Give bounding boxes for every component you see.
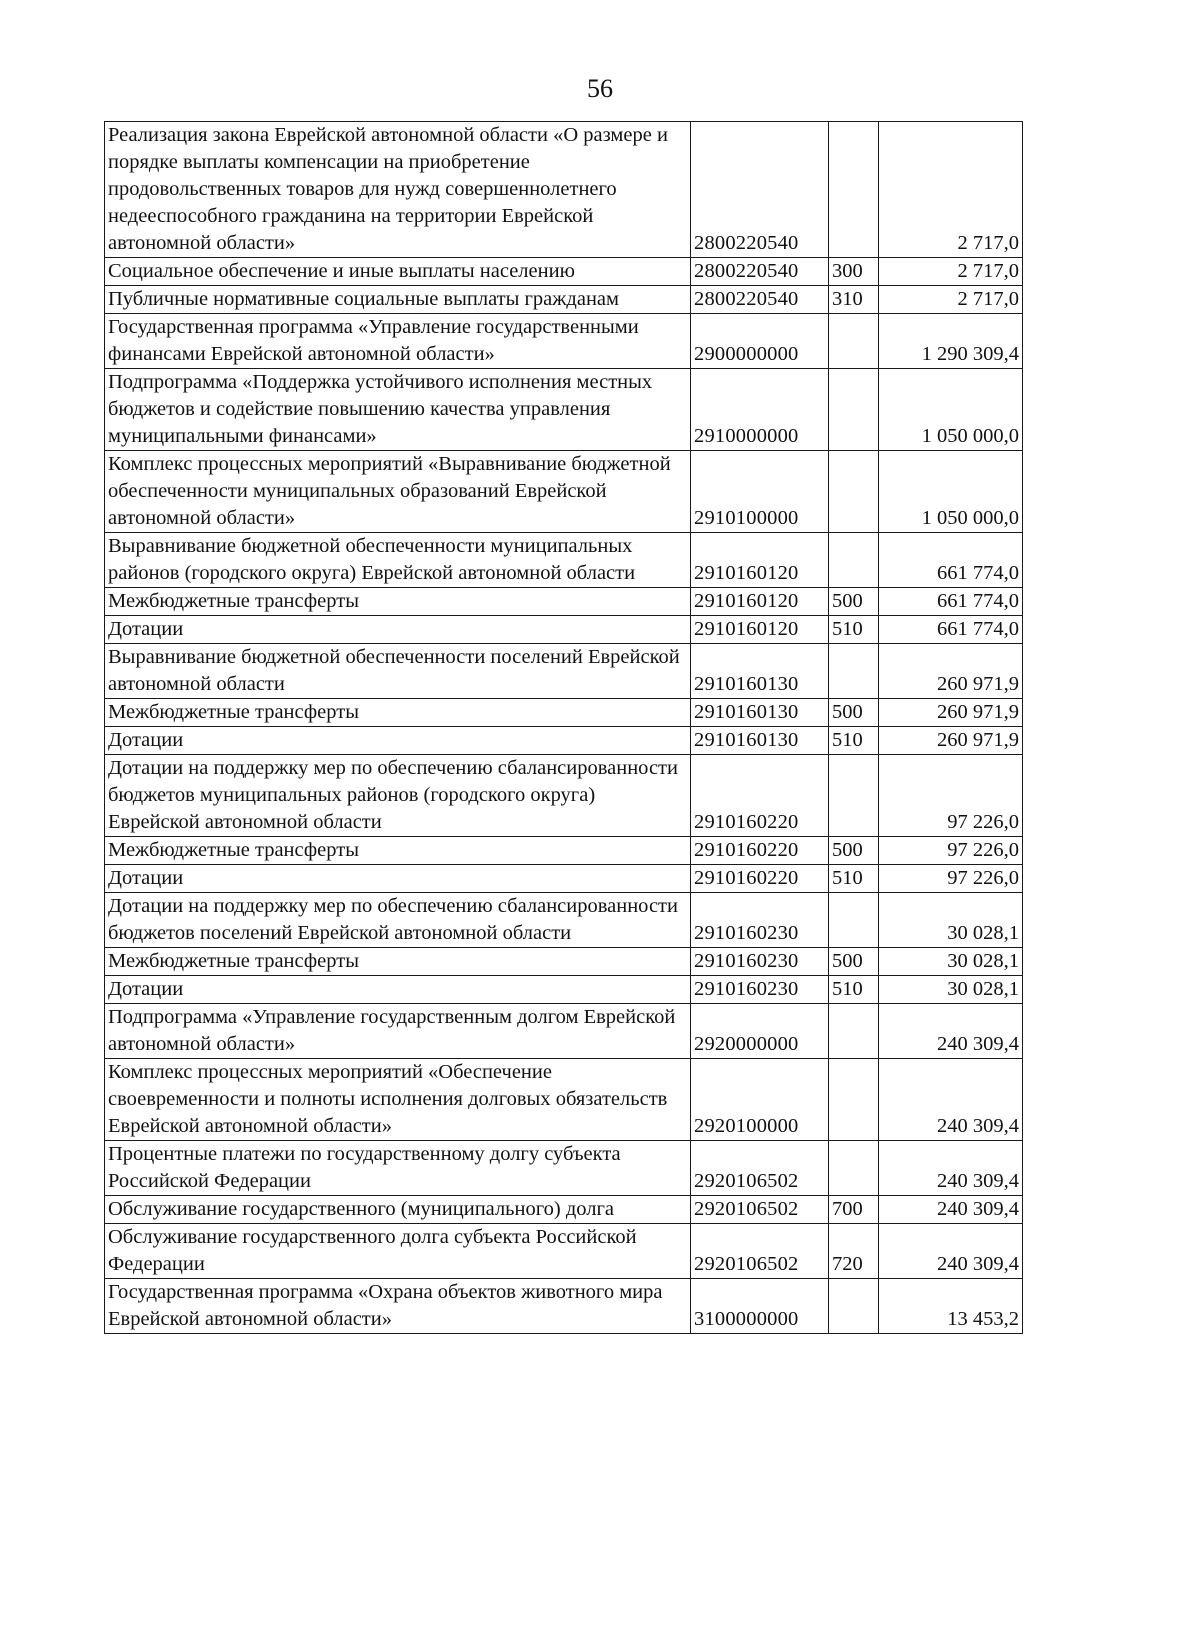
row-sum-cell: 240 309,4 [879,1196,1023,1224]
row-type-cell [829,893,879,948]
row-sum-cell: 661 774,0 [879,533,1023,588]
row-code-cell: 3100000000 [691,1279,829,1334]
table-row [105,1004,1023,1059]
table-row [105,1059,1023,1141]
row-type-cell: 510 [829,616,879,644]
row-code-cell: 2910100000 [691,451,829,533]
row-code-cell: 2910160130 [691,727,829,755]
table-row [105,314,1023,369]
budget-table-body [105,122,1023,1334]
row-code-cell: 2920106502 [691,1141,829,1196]
row-type-cell [829,122,879,258]
row-sum-cell: 1 050 000,0 [879,451,1023,533]
row-name-cell: Обслуживание государственного (муниципального) долга [105,1196,691,1224]
row-type-cell: 500 [829,948,879,976]
table-row [105,122,1023,258]
row-name-cell: Реализация закона Еврейской автономной области «О размере и порядке выплаты компенсации на приобретение продовольственных товаров для нужд совершеннолетнего недееспособного гражданина на территории Еврейской автономной области» [105,122,691,258]
row-name-cell: Выравнивание бюджетной обеспеченности муниципальных районов (городского округа) Еврейской автономной области [105,533,691,588]
table-row [105,948,1023,976]
table-row [105,1224,1023,1279]
table-row [105,1141,1023,1196]
row-sum-cell: 1 050 000,0 [879,369,1023,451]
row-code-cell: 2920106502 [691,1224,829,1279]
row-name-cell: Обслуживание государственного долга субъекта Российской Федерации [105,1224,691,1279]
row-code-cell: 2910000000 [691,369,829,451]
budget-table [104,121,1023,1334]
row-name-cell: Дотации на поддержку мер по обеспечению сбалансированности бюджетов поселений Еврейской автономной области [105,893,691,948]
row-type-cell [829,1279,879,1334]
row-sum-cell: 97 226,0 [879,865,1023,893]
row-type-cell [829,369,879,451]
row-sum-cell: 1 290 309,4 [879,314,1023,369]
row-sum-cell: 260 971,9 [879,727,1023,755]
table-row [105,893,1023,948]
row-sum-cell: 661 774,0 [879,616,1023,644]
row-name-cell: Дотации [105,616,691,644]
row-name-cell: Дотации [105,976,691,1004]
table-row [105,588,1023,616]
table-row [105,616,1023,644]
row-type-cell: 720 [829,1224,879,1279]
table-row [105,976,1023,1004]
row-type-cell [829,644,879,699]
row-sum-cell: 240 309,4 [879,1224,1023,1279]
table-row [105,258,1023,286]
row-code-cell: 2910160220 [691,837,829,865]
row-sum-cell: 240 309,4 [879,1059,1023,1141]
row-name-cell: Дотации [105,727,691,755]
row-type-cell [829,1141,879,1196]
row-code-cell: 2910160130 [691,699,829,727]
row-code-cell: 2910160120 [691,588,829,616]
table-row [105,727,1023,755]
table-row [105,644,1023,699]
row-sum-cell: 260 971,9 [879,644,1023,699]
row-name-cell: Подпрограмма «Поддержка устойчивого исполнения местных бюджетов и содействие повышению качества управления муниципальными финансами» [105,369,691,451]
row-sum-cell: 260 971,9 [879,699,1023,727]
row-sum-cell: 30 028,1 [879,976,1023,1004]
row-sum-cell: 2 717,0 [879,258,1023,286]
table-row [105,286,1023,314]
row-sum-cell: 240 309,4 [879,1141,1023,1196]
row-code-cell: 2910160120 [691,533,829,588]
row-name-cell: Дотации [105,865,691,893]
row-type-cell [829,533,879,588]
row-type-cell: 310 [829,286,879,314]
row-type-cell: 700 [829,1196,879,1224]
table-row [105,451,1023,533]
row-code-cell: 2910160130 [691,644,829,699]
row-code-cell: 2910160230 [691,948,829,976]
row-sum-cell: 30 028,1 [879,948,1023,976]
row-code-cell: 2920100000 [691,1059,829,1141]
row-name-cell: Публичные нормативные социальные выплаты гражданам [105,286,691,314]
row-code-cell: 2910160230 [691,976,829,1004]
row-type-cell: 510 [829,865,879,893]
row-name-cell: Межбюджетные трансферты [105,699,691,727]
row-sum-cell: 13 453,2 [879,1279,1023,1334]
row-name-cell: Государственная программа «Управление государственными финансами Еврейской автономной области» [105,314,691,369]
row-name-cell: Межбюджетные трансферты [105,588,691,616]
row-sum-cell: 97 226,0 [879,755,1023,837]
row-name-cell: Государственная программа «Охрана объектов животного мира Еврейской автономной области» [105,1279,691,1334]
row-sum-cell: 661 774,0 [879,588,1023,616]
row-name-cell: Социальное обеспечение и иные выплаты населению [105,258,691,286]
row-name-cell: Комплекс процессных мероприятий «Обеспечение своевременности и полноты исполнения долговых обязательств Еврейской автономной области» [105,1059,691,1141]
row-type-cell: 500 [829,699,879,727]
table-row [105,369,1023,451]
row-name-cell: Межбюджетные трансферты [105,948,691,976]
row-type-cell [829,1059,879,1141]
row-code-cell: 2910160220 [691,755,829,837]
row-code-cell: 2910160120 [691,616,829,644]
row-type-cell [829,451,879,533]
row-type-cell: 500 [829,588,879,616]
table-row [105,699,1023,727]
row-type-cell [829,755,879,837]
row-sum-cell: 97 226,0 [879,837,1023,865]
row-code-cell: 2920106502 [691,1196,829,1224]
table-row [105,865,1023,893]
table-row [105,1196,1023,1224]
table-row [105,755,1023,837]
row-type-cell [829,314,879,369]
row-name-cell: Подпрограмма «Управление государственным долгом Еврейской автономной области» [105,1004,691,1059]
row-name-cell: Комплекс процессных мероприятий «Выравнивание бюджетной обеспеченности муниципальных образований Еврейской автономной области» [105,451,691,533]
row-name-cell: Процентные платежи по государственному долгу субъекта Российской Федерации [105,1141,691,1196]
row-type-cell [829,1004,879,1059]
row-type-cell: 500 [829,837,879,865]
row-sum-cell: 240 309,4 [879,1004,1023,1059]
row-code-cell: 2800220540 [691,122,829,258]
table-row [105,1279,1023,1334]
table-row [105,533,1023,588]
row-code-cell: 2910160220 [691,865,829,893]
row-type-cell: 510 [829,727,879,755]
row-code-cell: 2800220540 [691,286,829,314]
row-code-cell: 2920000000 [691,1004,829,1059]
row-code-cell: 2900000000 [691,314,829,369]
row-sum-cell: 2 717,0 [879,122,1023,258]
row-sum-cell: 2 717,0 [879,286,1023,314]
row-code-cell: 2800220540 [691,258,829,286]
row-type-cell: 510 [829,976,879,1004]
row-code-cell: 2910160230 [691,893,829,948]
row-name-cell: Дотации на поддержку мер по обеспечению сбалансированности бюджетов муниципальных районов (городского округа) Еврейской автономной области [105,755,691,837]
page-number: 56 [587,74,613,103]
row-sum-cell: 30 028,1 [879,893,1023,948]
row-name-cell: Межбюджетные трансферты [105,837,691,865]
row-type-cell: 300 [829,258,879,286]
row-name-cell: Выравнивание бюджетной обеспеченности поселений Еврейской автономной области [105,644,691,699]
table-row [105,837,1023,865]
